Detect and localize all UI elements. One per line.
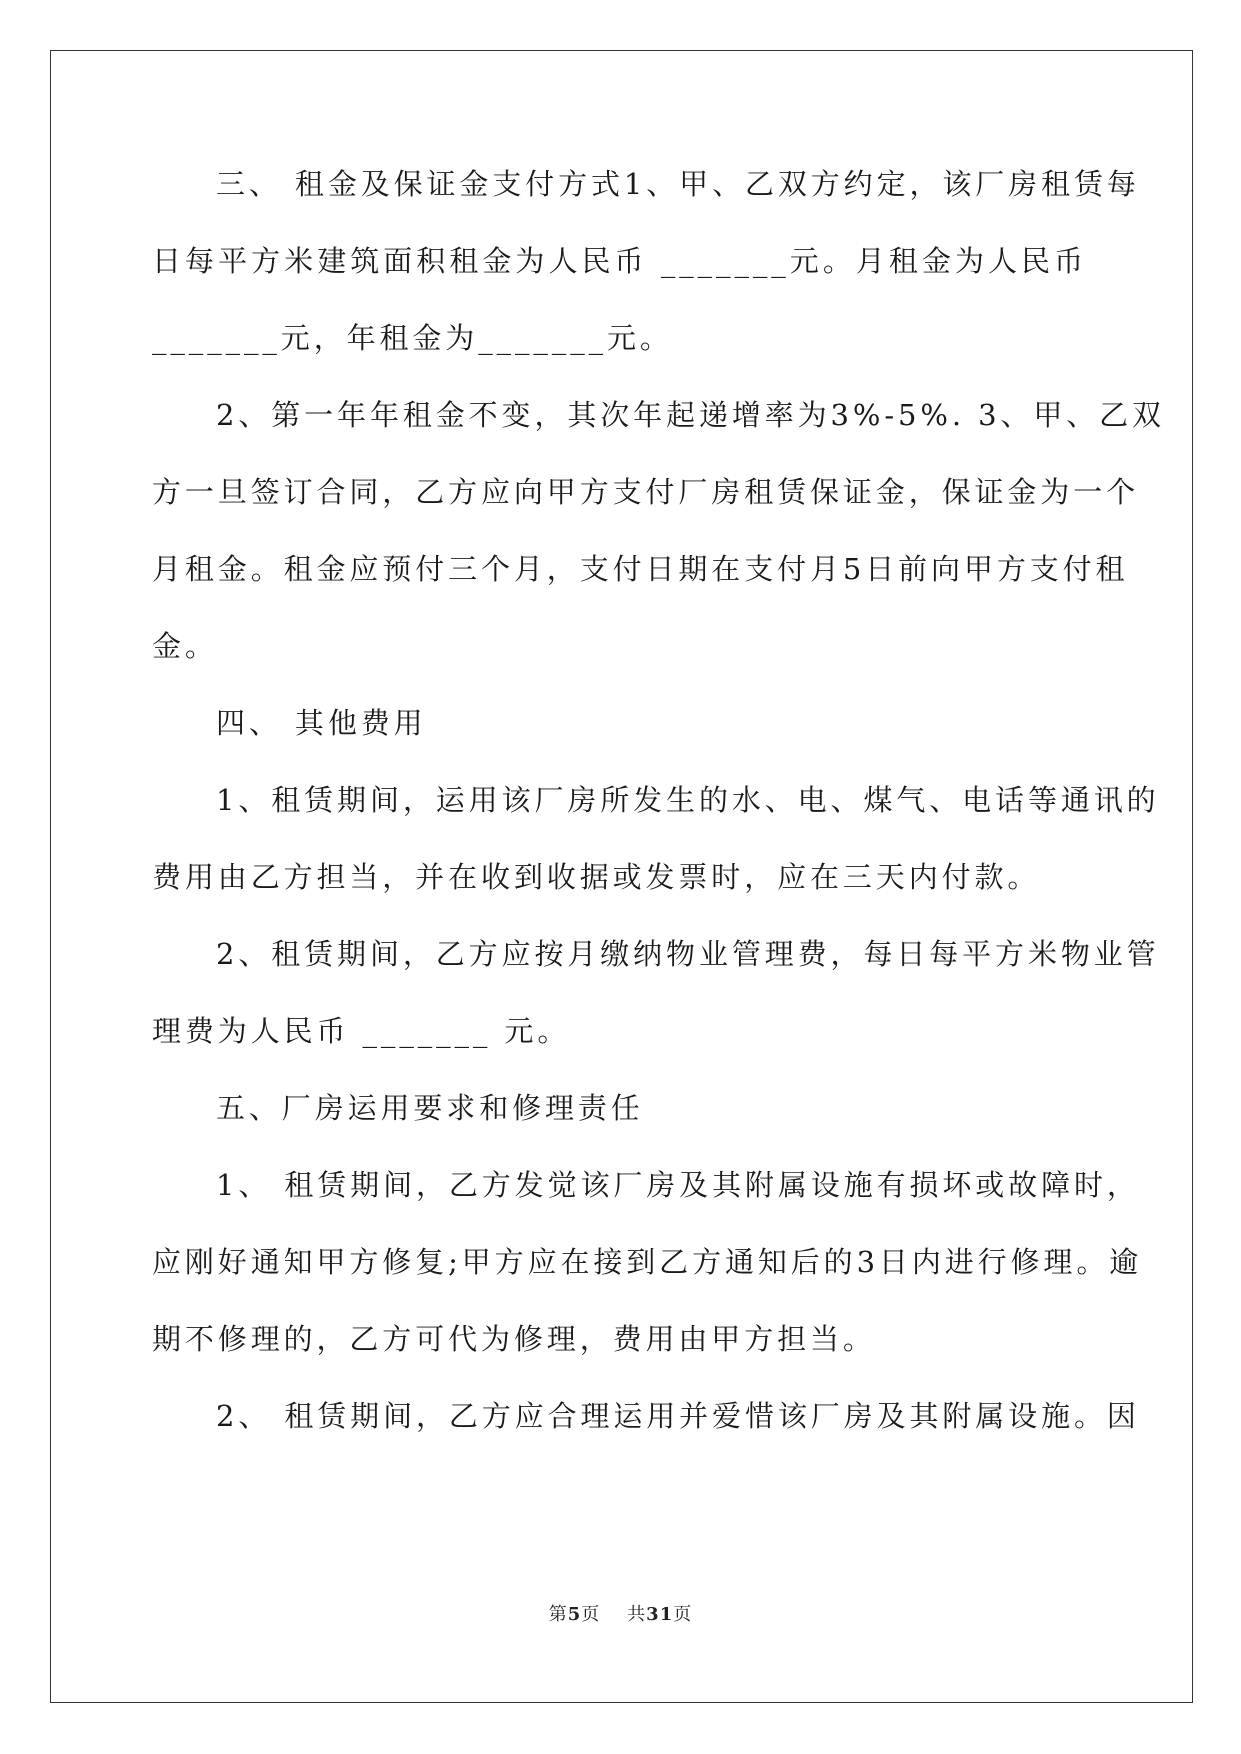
footer-page-unit: 页 [581,1604,601,1625]
paragraph-line: 月租金。租金应预付三个月，支付日期在支付月5日前向甲方支付租 [152,552,1129,586]
paragraph-line: 期不修理的，乙方可代为修理，费用由甲方担当。 [152,1322,876,1356]
paragraph-line: 金。 [152,629,218,663]
paragraph-line: 2、 租赁期间，乙方应合理运用并爱惜该厂房及其附属设施。因 [216,1399,1140,1433]
document-body [152,160,1165,1469]
paragraph-line: 应刚好通知甲方修复;甲方应在接到乙方通知后的3日内进行修理。逾 [152,1245,1143,1279]
section-heading: 五、厂房运用要求和修理责任 [216,1091,644,1125]
footer-total-unit: 页 [673,1604,693,1625]
paragraph-line: _______元，年租金为_______元。 [152,321,673,355]
paragraph-line: 2、租赁期间，乙方应按月缴纳物业管理费，每日每平方米物业管 [216,937,1160,971]
total-pages: 31 [646,1604,674,1625]
page-number: 5 [567,1604,582,1625]
paragraph-line: 2、第一年年租金不变，其次年起递增率为3%-5%. 3、甲、乙双 [216,398,1165,432]
paragraph-line: 理费为人民币 _______ 元。 [152,1014,571,1048]
page-footer [0,1600,1241,1626]
paragraph-line: 三、 租金及保证金支付方式1、甲、乙双方约定，该厂房租赁每 [216,167,1140,201]
footer-prefix: 第 [548,1604,568,1625]
paragraph-line: 费用由乙方担当，并在收到收据或发票时，应在三天内付款。 [152,860,1041,894]
paragraph-line: 1、租赁期间，运用该厂房所发生的水、电、煤气、电话等通讯的 [216,783,1160,817]
paragraph-line: 1、 租赁期间，乙方发觉该厂房及其附属设施有损坏或故障时， [216,1168,1140,1202]
paragraph-line: 方一旦签订合同，乙方应向甲方支付厂房租赁保证金，保证金为一个 [152,475,1140,509]
paragraph-line: 日每平方米建筑面积租金为人民币 _______元。月租金为人民币 [152,244,1087,278]
section-heading: 四、 其他费用 [216,706,427,740]
footer-total-prefix: 共 [627,1604,647,1625]
